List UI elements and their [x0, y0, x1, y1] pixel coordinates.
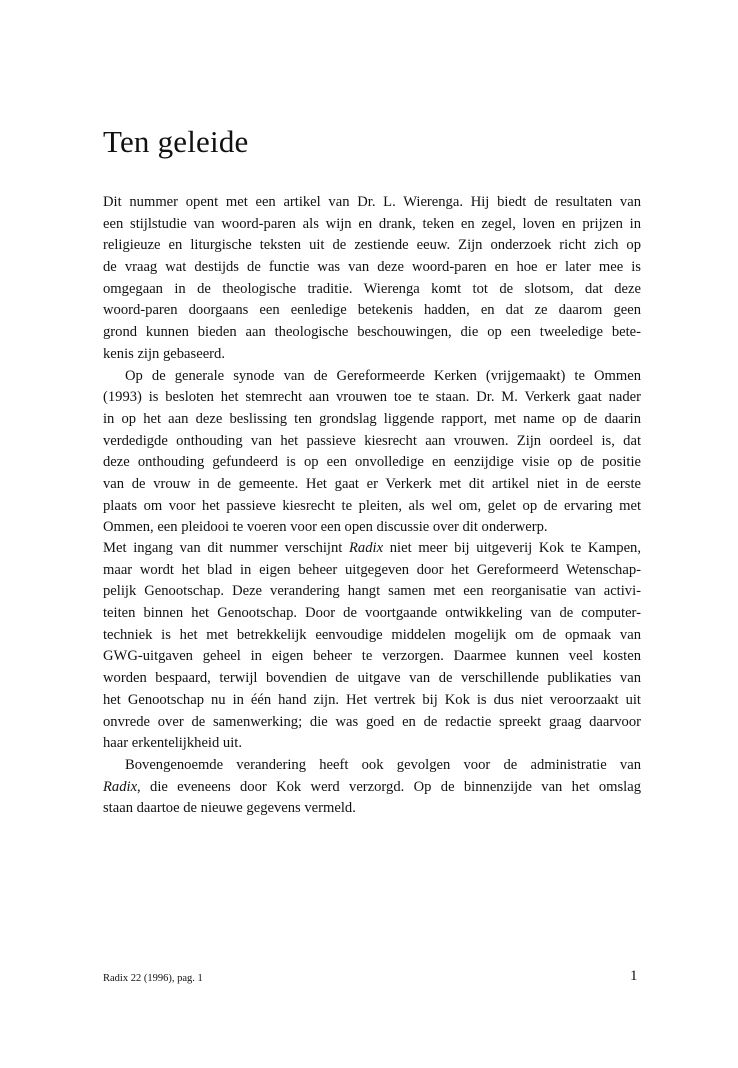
paragraph-line: GWG-uitgaven geheel in eigen beheer te verzorgen. Daarmee kunnen veel kosten	[103, 648, 641, 665]
paragraph-line: religieuze en liturgische teksten uit de zestiende eeuw. Zijn onderzoek richt zich op	[103, 237, 641, 254]
paragraph-line	[103, 538, 641, 560]
paragraph-line: grond kunnen bieden aan theologische beschouwingen, die op een tweeledige bete-	[103, 324, 641, 341]
footer-citation: Radix 22 (1996), pag. 1	[103, 973, 203, 984]
paragraph-line: Ommen, een pleidooi te voeren voor een open discussie over dit onderwerp.	[103, 519, 548, 536]
intro-section	[103, 192, 641, 539]
paragraph-line: de vraag wat destijds de functie was van deze woord-paren en hoe er later mee is	[103, 259, 641, 276]
paragraph-line: Dit nummer opent met een artikel van Dr. L. Wierenga. Hij biedt de resultaten van	[103, 194, 641, 210]
text-run: Met ingang van dit nummer verschijnt	[103, 540, 350, 556]
paragraph-line: staan daartoe de nieuwe gegevens vermeld.	[103, 800, 356, 817]
paragraph-line: verdedigde onthouding van het passieve kiesrecht aan vrouwen. Zijn oordeel is, dat	[103, 432, 641, 449]
paragraph-line: maar wordt het blad in eigen beheer uitgegeven door het Gereformeerd Wetenschap-	[103, 561, 641, 578]
paragraph-line: kenis zijn gebaseerd.	[103, 345, 225, 362]
paragraph-line: pelijk Genootschap. Deze verandering hangt samen met een reorganisatie van activi-	[103, 583, 641, 600]
page-title: Ten geleide	[103, 124, 249, 159]
paragraph-line: haar erkentelijkheid uit.	[103, 735, 242, 752]
page-number: 1	[630, 968, 638, 984]
paragraph-line	[103, 777, 641, 799]
paragraph-line: het Genootschap nu in één hand zijn. Het vertrek bij Kok is dus niet veroorzaakt uit	[103, 691, 641, 708]
paragraph-line: in op het aan deze beslissing ten grondslag liggende rapport, met name op de daarin	[103, 410, 641, 427]
text-run: , die eveneens door Kok werd verzorgd. Op de binnenzijde van het omslag	[137, 778, 641, 795]
paragraph-line: omgegaan in de theologische traditie. Wierenga komt tot de slotsom, dat deze	[103, 280, 641, 297]
paragraph-line: onvrede over de samenwerking; die was goed en de redactie spreekt graag daarvoor	[103, 713, 641, 730]
paragraph-line: woord-paren doorgaans een eenledige betekenis hadden, en dat ze daarom geen	[103, 302, 641, 319]
paragraph-line: een stijlstudie van woord-paren als wijn en drank, teken en zegel, loven en prijzen in	[103, 215, 641, 232]
text-run: niet meer bij uitgeverij Kok te Kampen,	[383, 540, 642, 556]
paragraph-line: deze onthouding gefundeerd is op een onvolledige en eenzijdige visie op de positie	[103, 454, 641, 471]
paragraph-line: techniek is het met betrekkelijk eenvoudige middelen mogelijk om de opmaak van	[103, 626, 641, 643]
paragraph-line: Op de generale synode van de Gereformeerde Kerken (vrijgemaakt) te Ommen	[125, 367, 641, 384]
paragraph-line: worden bespaard, terwijl bovendien de uitgave van de verschillende publikaties van	[103, 670, 641, 687]
paragraph-line: teiten binnen het Genootschap. Door de voortgaande ontwikkeling van de computer-	[103, 605, 641, 622]
paragraph-line: Bovengenoemde verandering heeft ook gevolgen voor de administratie van	[125, 756, 641, 773]
journal-name: Radix	[349, 540, 384, 556]
announcement-section	[103, 538, 641, 820]
paragraph-line: (1993) is besloten het stemrecht aan vrouwen toe te staan. Dr. M. Verkerk gaat nader	[103, 389, 641, 406]
journal-name: Radix	[103, 778, 138, 795]
paragraph-line: plaats om voor het passieve kiesrecht te pleiten, als wel om, gelet op de ervaring met	[103, 497, 641, 514]
paragraph-line: van de vrouw in de gemeente. Het gaat er Verkerk met dit artikel niet in de eerste	[103, 475, 641, 492]
